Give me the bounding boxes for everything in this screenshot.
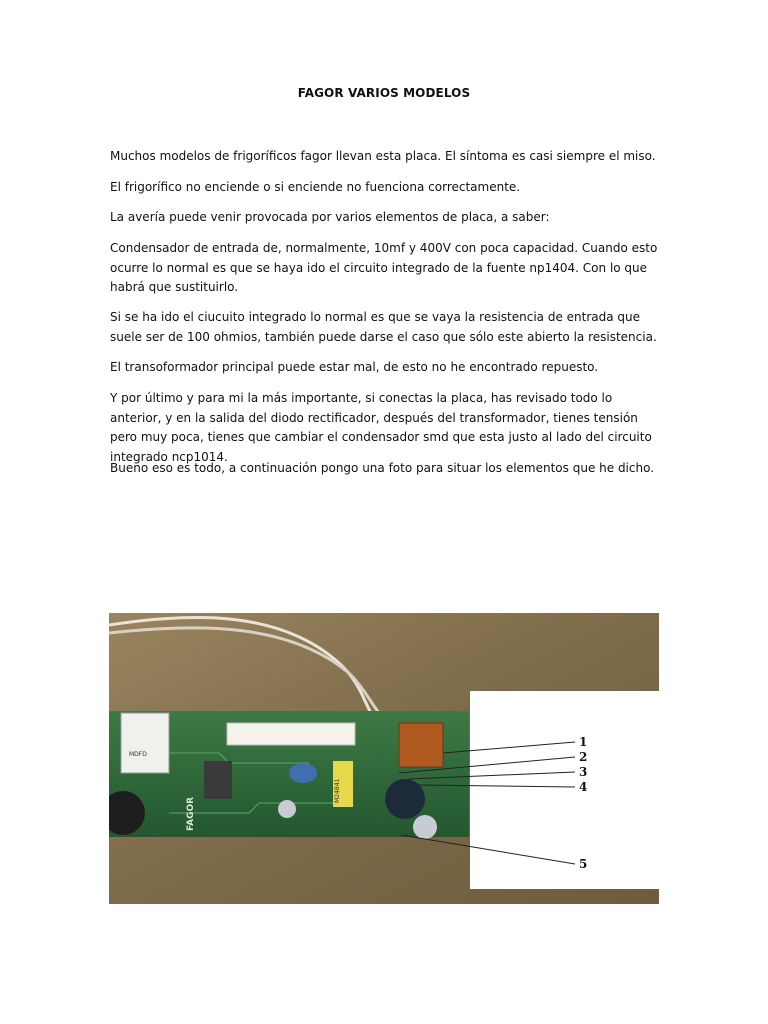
paragraph-2: El frigorífico no enciende o si enciende no fuenciona correctamente. xyxy=(110,180,521,194)
blue-capacitor xyxy=(289,763,317,783)
circuit-board-photo xyxy=(109,613,659,904)
paragraph-4: Condensador de entrada de, normalmente, 10mf y 400V con poca capacidad. Cuando esto ocurre lo normal es que se haya ido el circuito integrado de la fuente np1404. Con lo que habrá que sustituirlo. xyxy=(110,241,658,294)
relay-label: MDFD xyxy=(129,751,147,758)
callout-4: 4 xyxy=(579,780,588,794)
paragraph-5: Si se ha ido el ciucuito integrado lo normal es que se vaya la resistencia de entrada que suele ser de 100 ohmios, también puede darse el caso que sólo este abierto la resistencia. xyxy=(110,310,657,344)
electrolytic-capacitor xyxy=(278,800,296,818)
regulator xyxy=(204,761,232,799)
callout-5: 5 xyxy=(579,857,588,871)
transformer xyxy=(399,723,443,767)
callout-2: 2 xyxy=(579,750,588,764)
electrolytic-capacitor xyxy=(413,815,437,839)
ic-label: M24B41 xyxy=(334,778,341,803)
paragraph-3: La avería puede venir provocada por varios elementos de placa, a saber: xyxy=(110,210,550,224)
paragraph-1: Muchos modelos de frigoríficos fagor llevan esta placa. El síntoma es casi siempre el miso. xyxy=(110,149,656,163)
callout-panel xyxy=(470,691,659,889)
callout-1: 1 xyxy=(579,735,588,749)
document-title: FAGOR VARIOS MODELOS xyxy=(297,86,471,100)
paragraph-8: Bueno eso es todo, a continuación pongo una foto para situar los elementos que he dicho. xyxy=(110,461,655,475)
brand-label: FAGOR xyxy=(186,796,196,831)
paragraph-6: El transoformador principal puede estar mal, de esto no he encontrado repuesto. xyxy=(110,360,599,374)
relay xyxy=(121,713,169,773)
paragraph-7: Y por último y para mi la más importante, si conectas la placa, has revisado todo lo anterior, y en la salida del diodo rectificador, después del transformador, tienes tensión pero muy poca, tienes que cambiar el condensador smd que esta justo al lado del circuito integrado ncp1014. xyxy=(110,391,652,464)
callout-3: 3 xyxy=(579,765,588,779)
connector xyxy=(227,723,355,745)
